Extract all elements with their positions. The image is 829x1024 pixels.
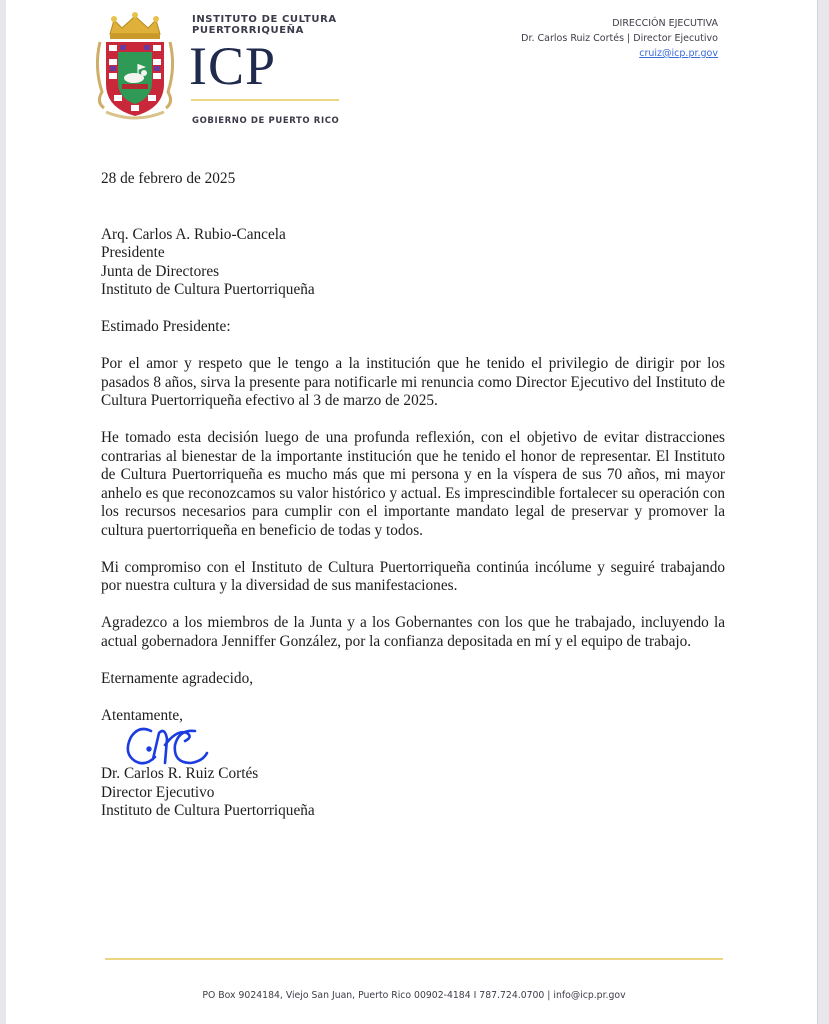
closing-line: Eternamente agradecido,: [101, 669, 254, 687]
handwritten-signature-icon: [121, 719, 211, 775]
paragraph-commitment: Mi compromiso con el Instituto de Cultura Puertorriqueña continúa incólume y seguiré trabajando por nuestra cultura y la diversidad de sus manifestaciones.: [101, 558, 725, 594]
paragraph-resignation: Por el amor y respeto que le tengo a la institución que he tenido el privilegio de dirigir por los pasados 8 años, sirva la presente para notificarle mi renuncia como Director Ejecutivo del Instituto de Cultura Puertorriqueña efectivo al 3 de marzo de 2025.: [101, 355, 725, 409]
signer-name: Dr. Carlos R. Ruiz Cortés: [101, 765, 259, 782]
organization-name: [192, 14, 352, 36]
organization-acronym: ICP: [189, 36, 277, 96]
footer-divider: [105, 958, 723, 960]
letter-page: [6, 0, 818, 1024]
paragraph-gratitude: Agradezco a los miembros de la Junta y a los Gobernantes con los que he trabajado, incluyendo la actual gobernadora Jenniffer González, por la confianza depositada en mí y el equipo de trabajo.: [101, 614, 725, 650]
org-name-line-2: PUERTORRIQUEÑA: [192, 25, 304, 36]
signature-area: [101, 725, 725, 765]
org-name-line-1: INSTITUTO DE CULTURA: [192, 14, 337, 25]
office-department: DIRECCIÓN EJECUTIVA: [612, 18, 718, 29]
office-person-title: Dr. Carlos Ruiz Cortés | Director Ejecutivo: [521, 33, 718, 44]
coat-of-arms-icon: [92, 12, 178, 124]
valediction: Atentamente,: [101, 706, 183, 724]
recipient-name: Arq. Carlos A. Rubio-Cancela: [101, 225, 286, 243]
office-block: [521, 16, 718, 61]
salutation: Estimado Presidente:: [101, 318, 231, 335]
footer-contact: PO Box 9024184, Viejo San Juan, Puerto Rico 00902-4184 I 787.724.0700 | info@icp.pr.gov: [202, 990, 626, 1001]
paragraph-reflection: He tomado esta decisión luego de una profunda reflexión, con el objetivo de evitar distracciones contrarias al bienestar de la importante institución que he tenido el honor de representar. El Instituto de Cultura Puertorriqueña es mucho más que mi persona y en la víspera de sus 70 años, mi mayor anhelo es que reconozcamos su valor histórico y actual. Es imprescindible fortalecer su operación con los recursos necesarios para cumplir con el importante mandato legal de preservar y promover la cultura puertorriqueña en beneficio de todas y todos.: [101, 429, 725, 539]
signer-institution: Instituto de Cultura Puertorriqueña: [101, 802, 315, 819]
recipient-block: [101, 226, 725, 300]
recipient-institution: Instituto de Cultura Puertorriqueña: [101, 281, 315, 298]
recipient-title: Presidente: [101, 244, 165, 261]
office-email-link[interactable]: cruiz@icp.pr.gov: [639, 48, 718, 59]
recipient-body: Junta de Directores: [101, 262, 220, 280]
government-name: GOBIERNO DE PUERTO RICO: [192, 116, 340, 126]
header-divider: [191, 99, 339, 101]
letter-date: 28 de febrero de 2025: [101, 170, 236, 187]
letter-body: [101, 170, 725, 821]
signer-title: Director Ejecutivo: [101, 783, 215, 801]
